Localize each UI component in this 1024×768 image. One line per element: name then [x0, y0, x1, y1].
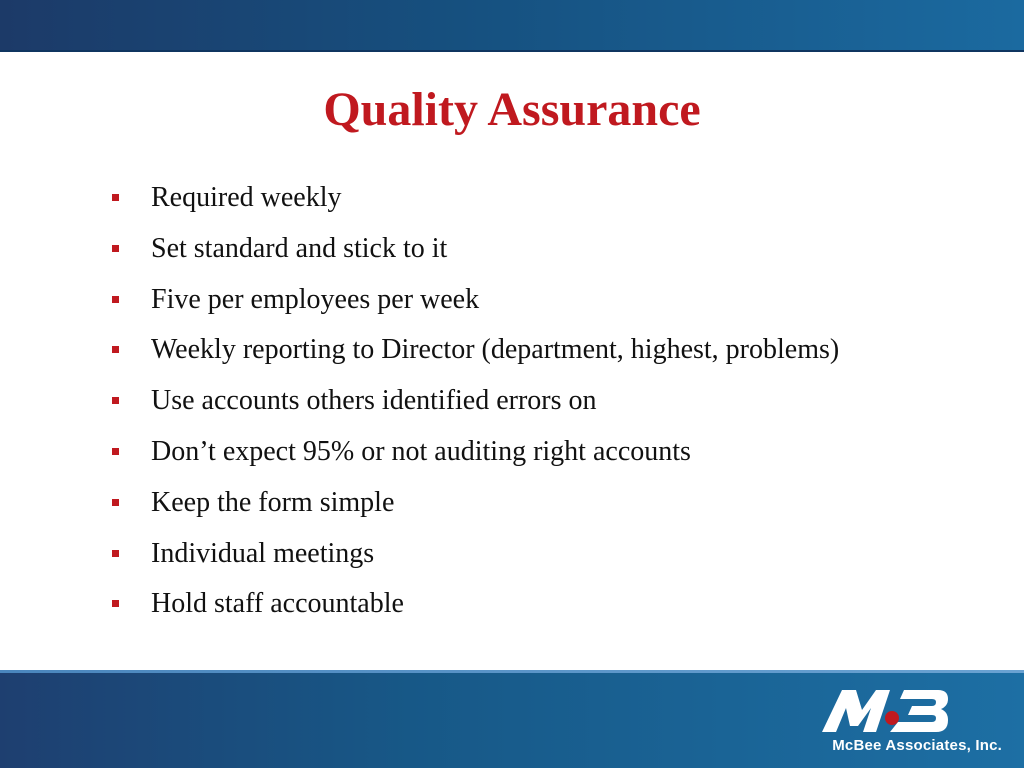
- bullet-text: Hold staff accountable: [151, 588, 404, 620]
- square-bullet-icon: [112, 550, 119, 557]
- list-item: [112, 178, 992, 229]
- mcbee-logo-mark: [820, 686, 950, 734]
- slide-title: Quality Assurance: [323, 83, 701, 136]
- square-bullet-icon: [112, 499, 119, 506]
- bullet-list: [112, 178, 992, 635]
- square-bullet-icon: [112, 397, 119, 404]
- bullet-text: Individual meetings: [151, 537, 375, 569]
- square-bullet-icon: [112, 194, 119, 201]
- square-bullet-icon: [112, 448, 119, 455]
- header-band: [0, 0, 1024, 52]
- square-bullet-icon: [112, 296, 119, 303]
- company-logo: [782, 686, 1002, 758]
- list-item: [112, 584, 992, 635]
- bullet-text: Weekly reporting to Director (department, highest, problems): [151, 334, 840, 366]
- list-item: [112, 229, 992, 280]
- bullet-text: Required weekly: [151, 182, 342, 213]
- list-item: [112, 534, 992, 585]
- bullet-text: Don’t expect 95% or not auditing right accounts: [151, 435, 691, 467]
- list-item: [112, 432, 992, 483]
- list-item: [112, 381, 992, 432]
- bullet-text: Use accounts others identified errors on: [151, 385, 597, 417]
- bullet-text: Set standard and stick to it: [151, 232, 448, 264]
- square-bullet-icon: [112, 346, 119, 353]
- list-item: [112, 280, 992, 331]
- list-item: [112, 483, 992, 534]
- list-item: [112, 330, 992, 381]
- bullet-text: Keep the form simple: [151, 486, 395, 518]
- logo-caption: McBee Associates, Inc.: [832, 737, 1002, 754]
- square-bullet-icon: [112, 245, 119, 252]
- square-bullet-icon: [112, 600, 119, 607]
- bullet-text: Five per employees per week: [151, 283, 480, 315]
